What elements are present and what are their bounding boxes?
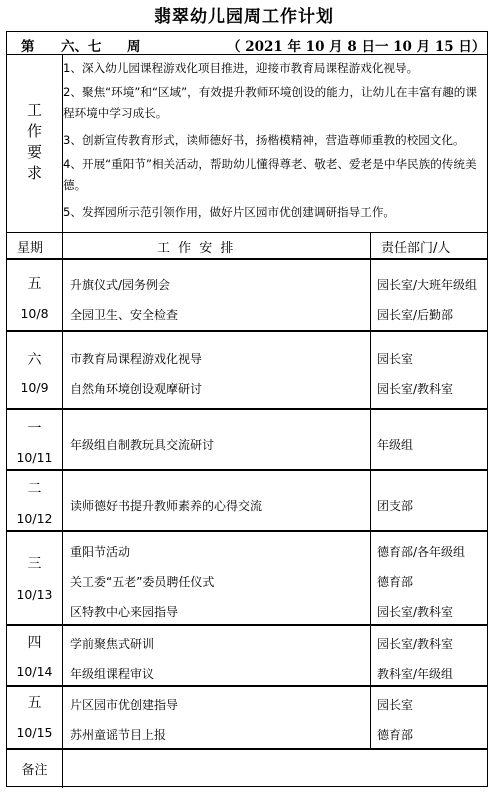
dept-item: 德育部 <box>377 575 414 589</box>
divider <box>62 232 63 788</box>
task-item: 关工委“五老”委员聘任仪式 <box>70 575 215 589</box>
dept-item: 园长室/大班年级组 <box>377 278 478 292</box>
divider <box>7 685 487 687</box>
page-title: 翡翠幼儿园周工作计划 <box>154 7 334 27</box>
task-item: 升旗仪式/园务例会 <box>70 278 171 292</box>
requirement-item: 5、发挥园所示范引领作用，做好片区园市优创建调研指导工作。 <box>63 205 396 219</box>
dept-item: 园长室/后勤部 <box>377 308 454 322</box>
day-label: 二 <box>27 481 42 497</box>
task-item: 苏州童谣节目上报 <box>70 728 167 742</box>
divider <box>7 469 487 471</box>
task-item: 自然角环境创设观摩研讨 <box>70 382 203 396</box>
divider <box>7 748 487 750</box>
task-item: 读师德好书提升教师素养的心得交流 <box>70 499 263 513</box>
dept-item: 园长室/教科室 <box>377 605 454 619</box>
remarks-label: 备注 <box>21 763 48 778</box>
divider <box>7 54 487 55</box>
requirement-item: 2、聚焦“环境”和“区域”，有效提升教师环境创设的能力，让幼儿在丰富有趣的课程环境中学习成长。 <box>63 85 477 120</box>
task-item: 年级组自制教玩具交流研讨 <box>70 438 215 452</box>
day-date: 10/15 <box>16 725 53 740</box>
week-prefix: 第 <box>21 39 35 55</box>
day-date: 10/8 <box>20 306 49 321</box>
task-item: 学前聚焦式研训 <box>70 637 155 651</box>
dept-item: 园长室/教科室 <box>377 637 454 651</box>
day-date: 10/11 <box>16 450 53 465</box>
day-label: 一 <box>27 421 42 437</box>
header-dept: 责任部门/人 <box>381 241 451 256</box>
dept-item: 园长室 <box>377 698 414 712</box>
week-numbers: 六、七 <box>61 39 102 55</box>
task-item: 重阳节活动 <box>70 545 131 559</box>
dept-item: 教科室/年级组 <box>377 667 454 681</box>
requirement-item: 4、开展“重阳节”相关活动，帮助幼儿懂得尊老、敬老、爱老是中华民族的传统美德。 <box>63 157 477 192</box>
task-item: 全园卫生、安全检查 <box>70 308 179 322</box>
header-work: 工 作 安 排 <box>157 241 236 256</box>
dept-item: 德育部 <box>377 728 414 742</box>
dept-item: 园长室/教科室 <box>377 382 454 396</box>
requirement-item: 3、创新宣传教育形式，读师德好书，扬楷模精神，营造尊师重教的校园文化。 <box>63 133 465 147</box>
day-date: 10/12 <box>16 511 53 526</box>
divider <box>7 232 487 233</box>
day-label: 四 <box>27 635 42 651</box>
dept-item: 团支部 <box>377 499 414 513</box>
day-label: 五 <box>27 276 42 292</box>
divider <box>370 232 371 749</box>
dept-item: 德育部/各年级组 <box>377 545 466 559</box>
week-date-range: （ 2021 年 10 月 8 日一 10 月 15 日） <box>227 39 486 55</box>
day-label: 五 <box>27 695 42 711</box>
day-date: 10/9 <box>20 380 49 395</box>
divider <box>7 408 487 410</box>
divider <box>7 330 487 332</box>
requirement-item: 1、深入幼儿园课程游戏化项目推进，迎接市教育局课程游戏化视导。 <box>63 61 419 75</box>
task-item: 区特教中心来园指导 <box>70 605 179 619</box>
day-date: 10/13 <box>16 587 53 602</box>
day-label: 六 <box>27 352 42 368</box>
header-day: 星期 <box>17 241 44 256</box>
dept-item: 年级组 <box>377 438 414 452</box>
week-suffix: 周 <box>127 39 141 55</box>
task-item: 市教育局课程游戏化视导 <box>70 352 203 366</box>
dept-item: 园长室 <box>377 352 414 366</box>
day-date: 10/14 <box>16 664 53 679</box>
divider <box>7 258 487 260</box>
divider <box>7 530 487 532</box>
requirements-label: 工 作 要 求 <box>26 101 42 182</box>
day-label: 三 <box>27 556 42 572</box>
task-item: 年级组课程审议 <box>70 667 155 681</box>
divider <box>7 624 487 626</box>
plan-table <box>6 31 488 787</box>
task-item: 片区园市优创建指导 <box>70 698 179 712</box>
